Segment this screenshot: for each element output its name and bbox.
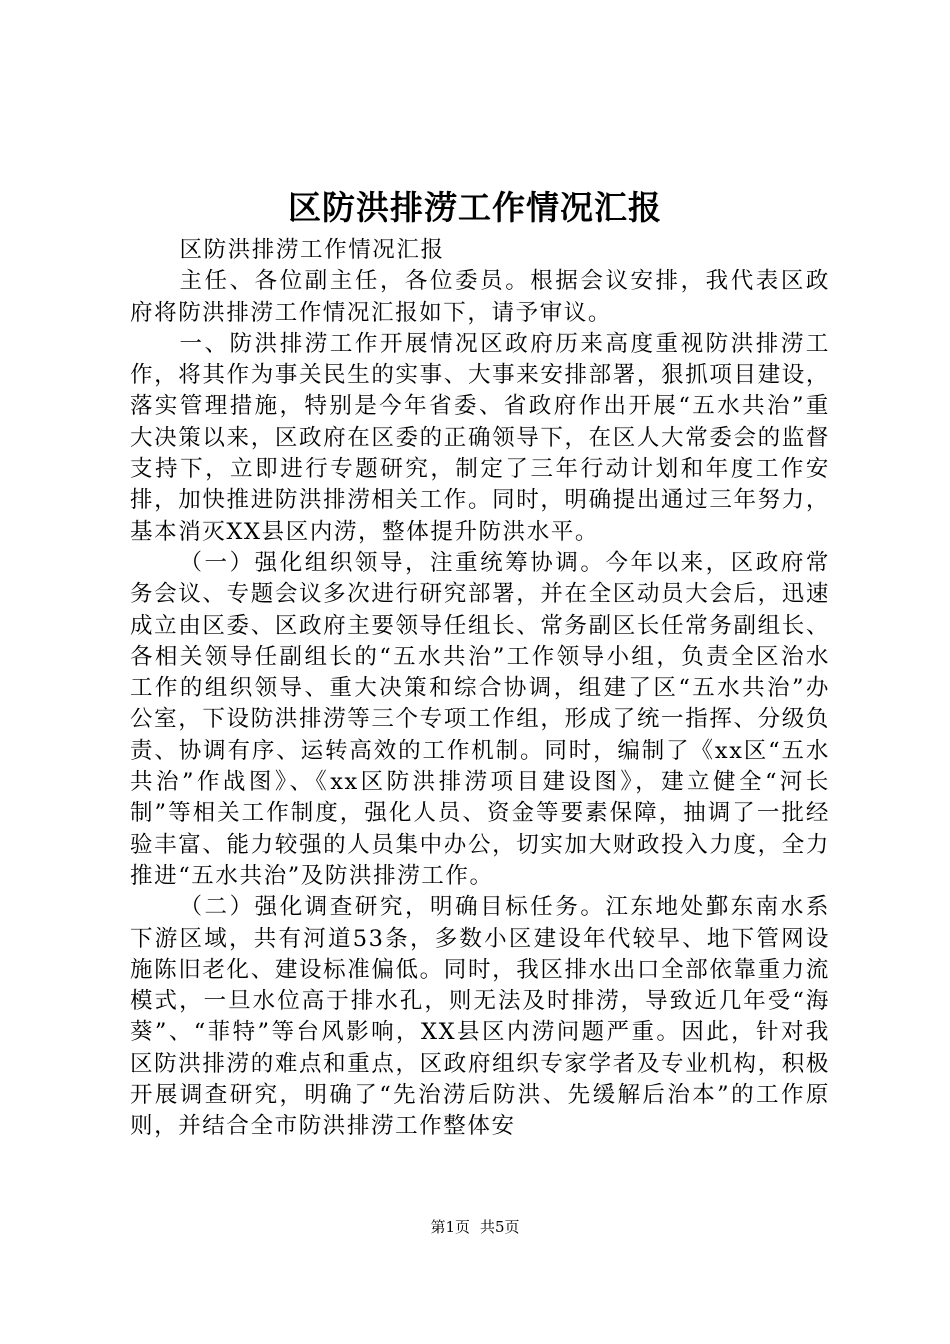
document-body: [130, 235, 830, 1143]
paragraph-subtitle: 区防洪排涝工作情况汇报: [179, 237, 445, 263]
paragraph-section-one: 一、防洪排涝工作开展情况区政府历来高度重视防洪排涝工作，将其作为事关民生的实事、大事来安排部署，狠抓项目建设，落实管理措施，特别是今年省委、省政府作出开展“五水共治”重大决策以来，区政府在区委的正确领导下，在区人大常委会的监督支持下，立即进行专题研究，制定了三年行动计划和年度工作安排，加快推进防洪排涝相关工作。同时，明确提出通过三年努力，基本消灭XX县区内涝，整体提升防洪水平。: [130, 330, 830, 545]
paragraph-greeting: 主任、各位副主任，各位委员。根据会议安排，我代表区政府将防洪排涝工作情况汇报如下，请予审议。: [130, 268, 830, 326]
document-title: 区防洪排涝工作情况汇报: [288, 188, 662, 227]
paragraph-subsection-one: （一）强化组织领导，注重统筹协调。今年以来，区政府常务会议、专题会议多次进行研究部署，并在全区动员大会后，迅速成立由区委、区政府主要领导任组长、常务副区长任常务副组长、各相关领导任副组长的“五水共治”工作领导小组，负责全区治水工作的组织领导、重大决策和综合协调，组建了区“五水共治”办公室，下设防洪排涝等三个专项工作组，形成了统一指挥、分级负责、协调有序、运转高效的工作机制。同时，编制了《xx区“五水共治”作战图》、《xx区防洪排涝项目建设图》，建立健全“河长制”等相关工作制度，强化人员、资金等要素保障，抽调了一批经验丰富、能力较强的人员集中办公，切实加大财政投入力度，全力推进“五水共治”及防洪排涝工作。: [130, 549, 830, 889]
paragraph-subsection-two: （二）强化调查研究，明确目标任务。江东地处鄞东南水系下游区域，共有河道53条，多数小区建设年代较早、地下管网设施陈旧老化、建设标准偏低。同时，我区排水出口全部依靠重力流模式，一旦水位高于排水孔，则无法及时排涝，导致近几年受“海葵”、“菲特”等台风影响，XX县区内涝问题严重。因此，针对我区防洪排涝的难点和重点，区政府组织专家学者及专业机构，积极开展调查研究，明确了“先治涝后防洪、先缓解后治本”的工作原则，并结合全市防洪排涝工作整体安: [130, 894, 830, 1140]
page-total: 共5页: [480, 1218, 520, 1236]
page-number: 第1页: [430, 1218, 470, 1236]
page-footer: [0, 1217, 950, 1237]
